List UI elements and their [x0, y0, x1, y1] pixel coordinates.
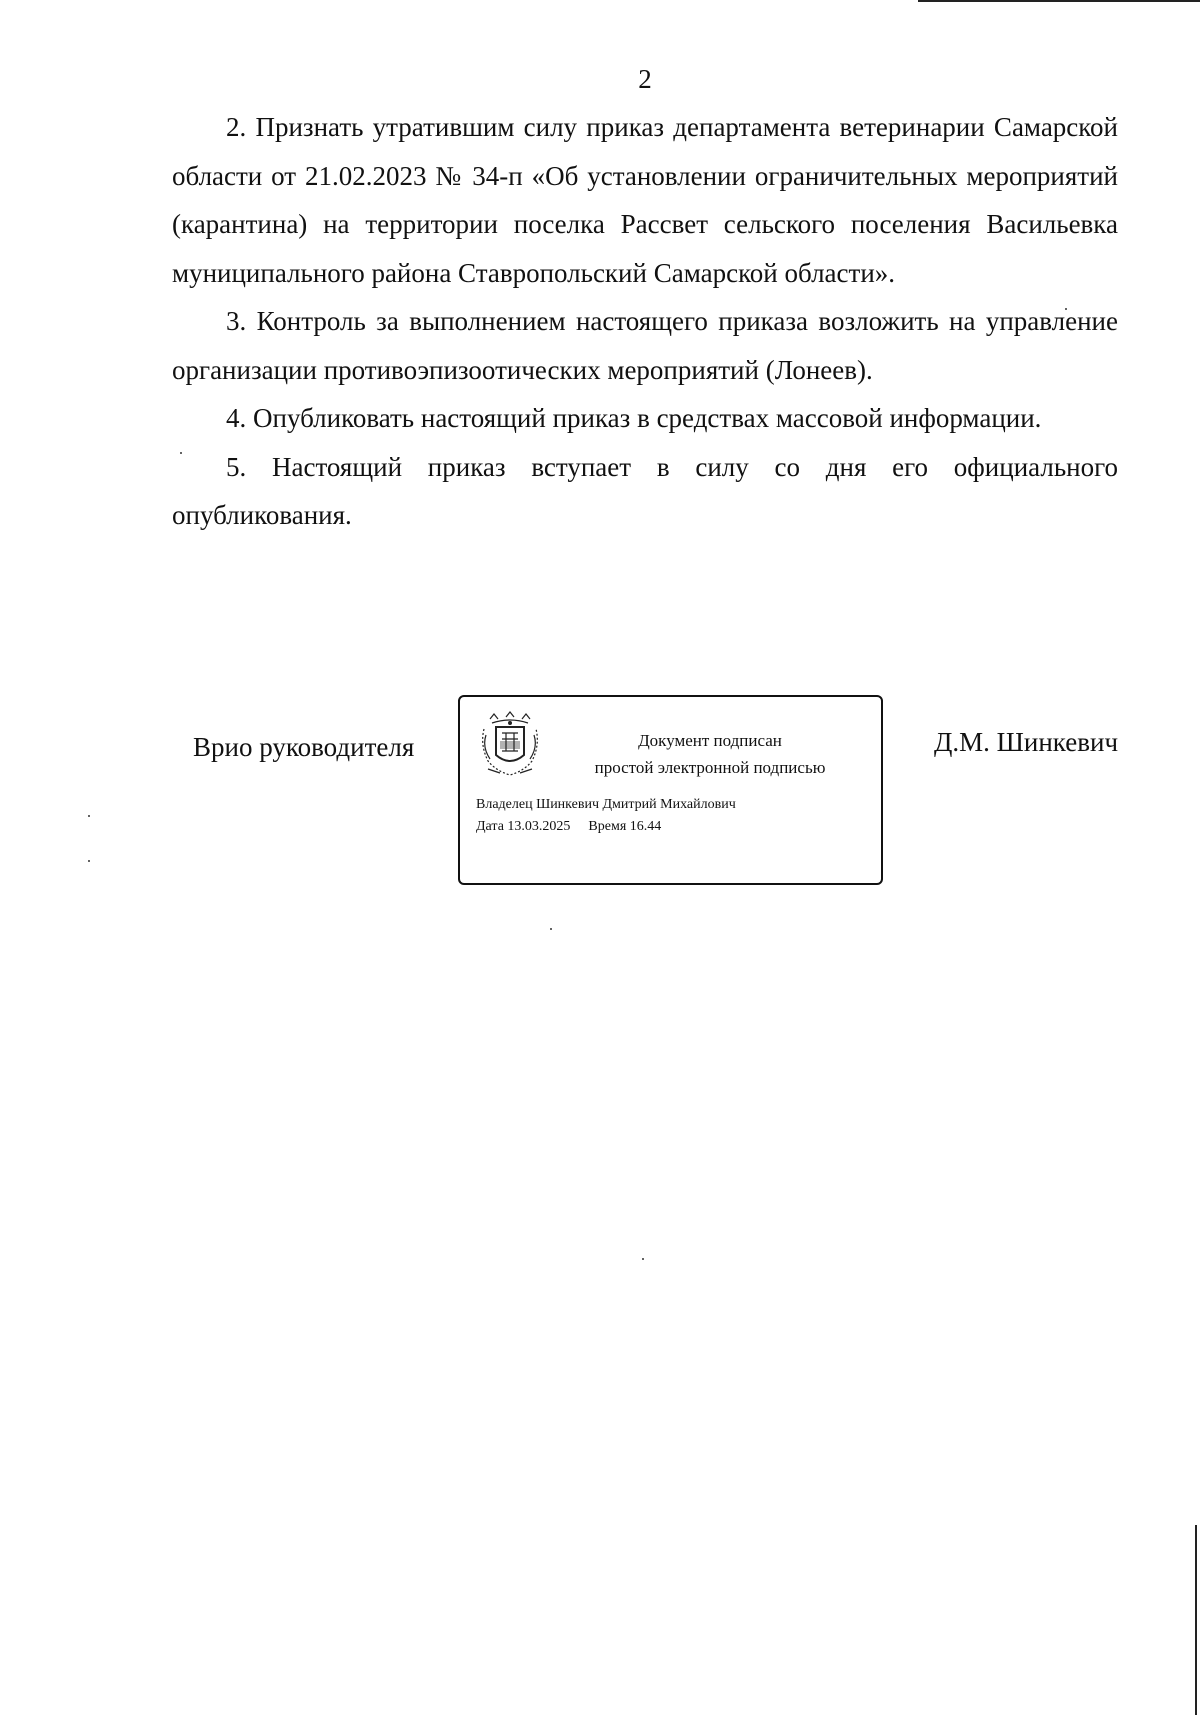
stamp-time: Время 16.44	[588, 819, 662, 834]
paragraph-4: 4. Опубликовать настоящий приказ в средствах массовой информации.	[226, 403, 1042, 433]
electronic-signature-stamp	[458, 695, 883, 885]
signature-block	[0, 695, 1200, 895]
paragraph-2: 2. Признать утратившим силу приказ департамента ветеринарии Самарской области от 21.02.2023 № 34-п «Об установлении ограничительных мероприятий (карантина) на территории поселка Рассвет сельского поселения Васильевка муниципального района Ставропольский Самарской области».	[172, 112, 1118, 288]
stamp-line-2: простой электронной подписью	[594, 758, 826, 777]
stamp-line-1: Документ подписан	[638, 731, 782, 750]
stamp-date: Дата 13.03.2025	[476, 819, 571, 834]
stamp-date-time	[476, 816, 736, 838]
scan-speck	[642, 1258, 644, 1260]
stamp-heading	[560, 727, 860, 781]
regional-coat-of-arms-icon	[478, 711, 542, 779]
order-body	[172, 103, 1118, 540]
signer-position: Врио руководителя	[193, 732, 415, 762]
scan-edge-line-right	[1195, 1525, 1197, 1715]
scan-edge-line-top	[918, 0, 1200, 2]
signer-name: Д.М. Шинкевич	[934, 727, 1119, 757]
paragraph-5: 5. Настоящий приказ вступает в силу со дня его официального опубликования.	[172, 451, 1118, 530]
scan-speck	[550, 928, 552, 930]
page-number: 2	[638, 64, 652, 94]
paragraph-3: 3. Контроль за выполнением настоящего приказа возложить на управление организации противоэпизоотических мероприятий (Лонеев).	[172, 306, 1118, 385]
stamp-owner: Владелец Шинкевич Дмитрий Михайлович	[476, 797, 736, 812]
stamp-details	[476, 794, 736, 838]
